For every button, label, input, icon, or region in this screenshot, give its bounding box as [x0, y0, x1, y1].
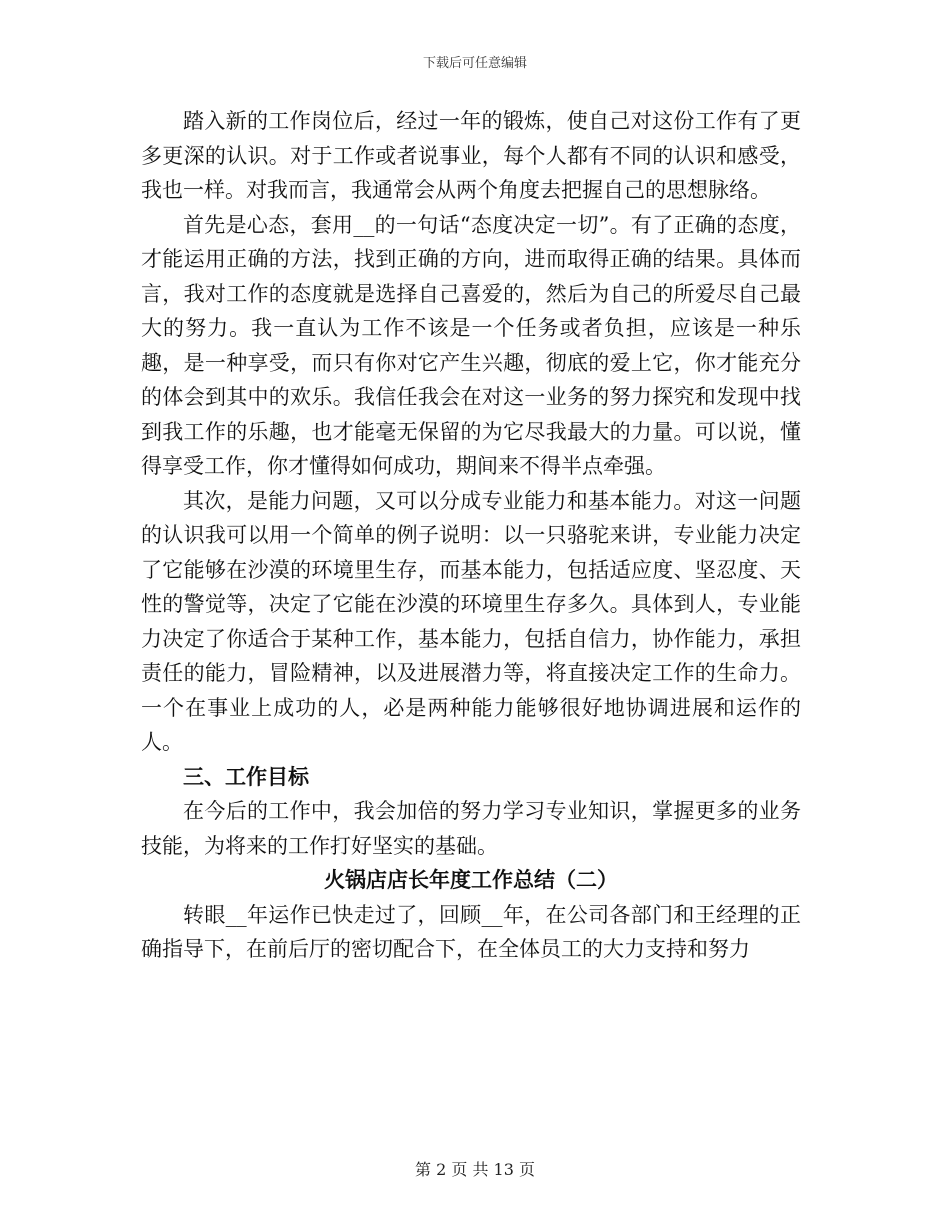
paragraph-mindset-intro: 踏入新的工作岗位后，经过一年的锻炼，使自己对这份工作有了更多更深的认识。对于工作或者说事业，每个人都有不同的认识和感受，我也一样。对我而言，我通常会从两个角度去把握自己的思想脉络。 [141, 109, 801, 202]
page-header: 下载后可任意编辑 [422, 56, 527, 71]
page-number-footer: 第 2 页 共 13 页 [415, 1160, 535, 1179]
document-title: 火锅店店长年度工作总结（二） [324, 867, 618, 892]
paragraph-goals: 在今后的工作中，我会加倍的努力学习专业知识，掌握更多的业务技能，为将来的工作打好坚实的基础。 [141, 799, 801, 858]
paragraph-review: 转眼__年运作已快走过了，回顾__年，在公司各部门和王经理的正确指导下，在前后厅的密切配合下，在全体员工的大力支持和努力 [141, 902, 801, 961]
document-body [141, 104, 801, 967]
paragraph-ability: 其次，是能力问题，又可以分成专业能力和基本能力。对这一问题的认识我可以用一个简单的例子说明：以一只骆驼来讲，专业能力决定了它能够在沙漠的环境里生存，而基本能力，包括适应度、坚忍度、天性的警觉等，决定了它能在沙漠的环境里生存多久。具体到人，专业能力决定了你适合于某种工作，基本能力，包括自信力，协作能力，承担责任的能力，冒险精神，以及进展潜力等，将直接决定工作的生命力。一个在事业上成功的人，必是两种能力能够很好地协调进展和运作的人。 [141, 488, 801, 754]
section-heading-goals: 三、工作目标 [183, 763, 309, 789]
paragraph-attitude: 首先是心态，套用__的一句话“态度决定一切”。有了正确的态度，才能运用正确的方法，找到正确的方向，进而取得正确的结果。具体而言，我对工作的态度就是选择自己喜爱的，然后为自己的所爱尽自己最大的努力。我一直认为工作不该是一个任务或者负担，应该是一种乐趣，是一种享受，而只有你对它产生兴趣，彻底的爱上它，你才能充分的体会到其中的欢乐。我信任我会在对这一业务的努力探究和发现中找到我工作的乐趣，也才能毫无保留的为它尽我最大的力量。可以说，懂得享受工作，你才懂得如何成功，期间来不得半点牵强。 [141, 212, 801, 478]
